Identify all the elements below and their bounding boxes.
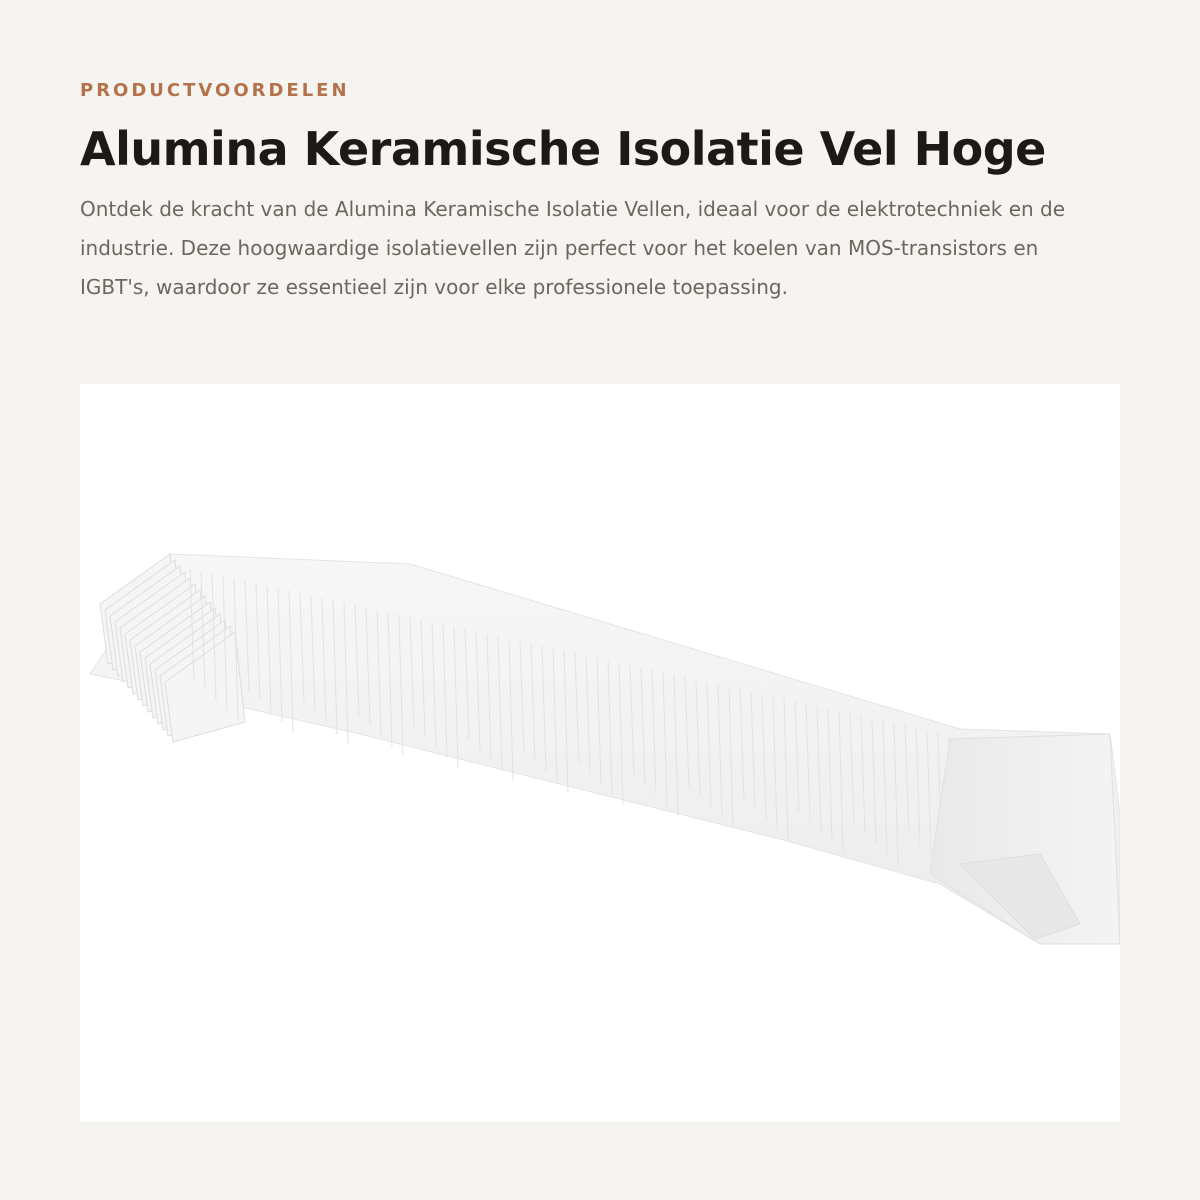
ceramic-sheets-stack-illustration: [80, 384, 1120, 1122]
product-image: [80, 384, 1120, 1122]
page-title: Alumina Keramische Isolatie Vel Hoge: [80, 122, 1046, 176]
product-description: Ontdek de kracht van de Alumina Keramische Isolatie Vellen, ideaal voor de elektrotechniek en de industrie. Deze hoogwaardige isolatievellen zijn perfect voor het koelen van MOS-transistors en IGBT's, waardoor ze essentieel zijn voor elke professionele toepassing.: [80, 197, 1066, 299]
product-benefits-section: [80, 78, 1120, 307]
section-eyebrow: PRODUCTVOORDELEN: [80, 80, 350, 101]
